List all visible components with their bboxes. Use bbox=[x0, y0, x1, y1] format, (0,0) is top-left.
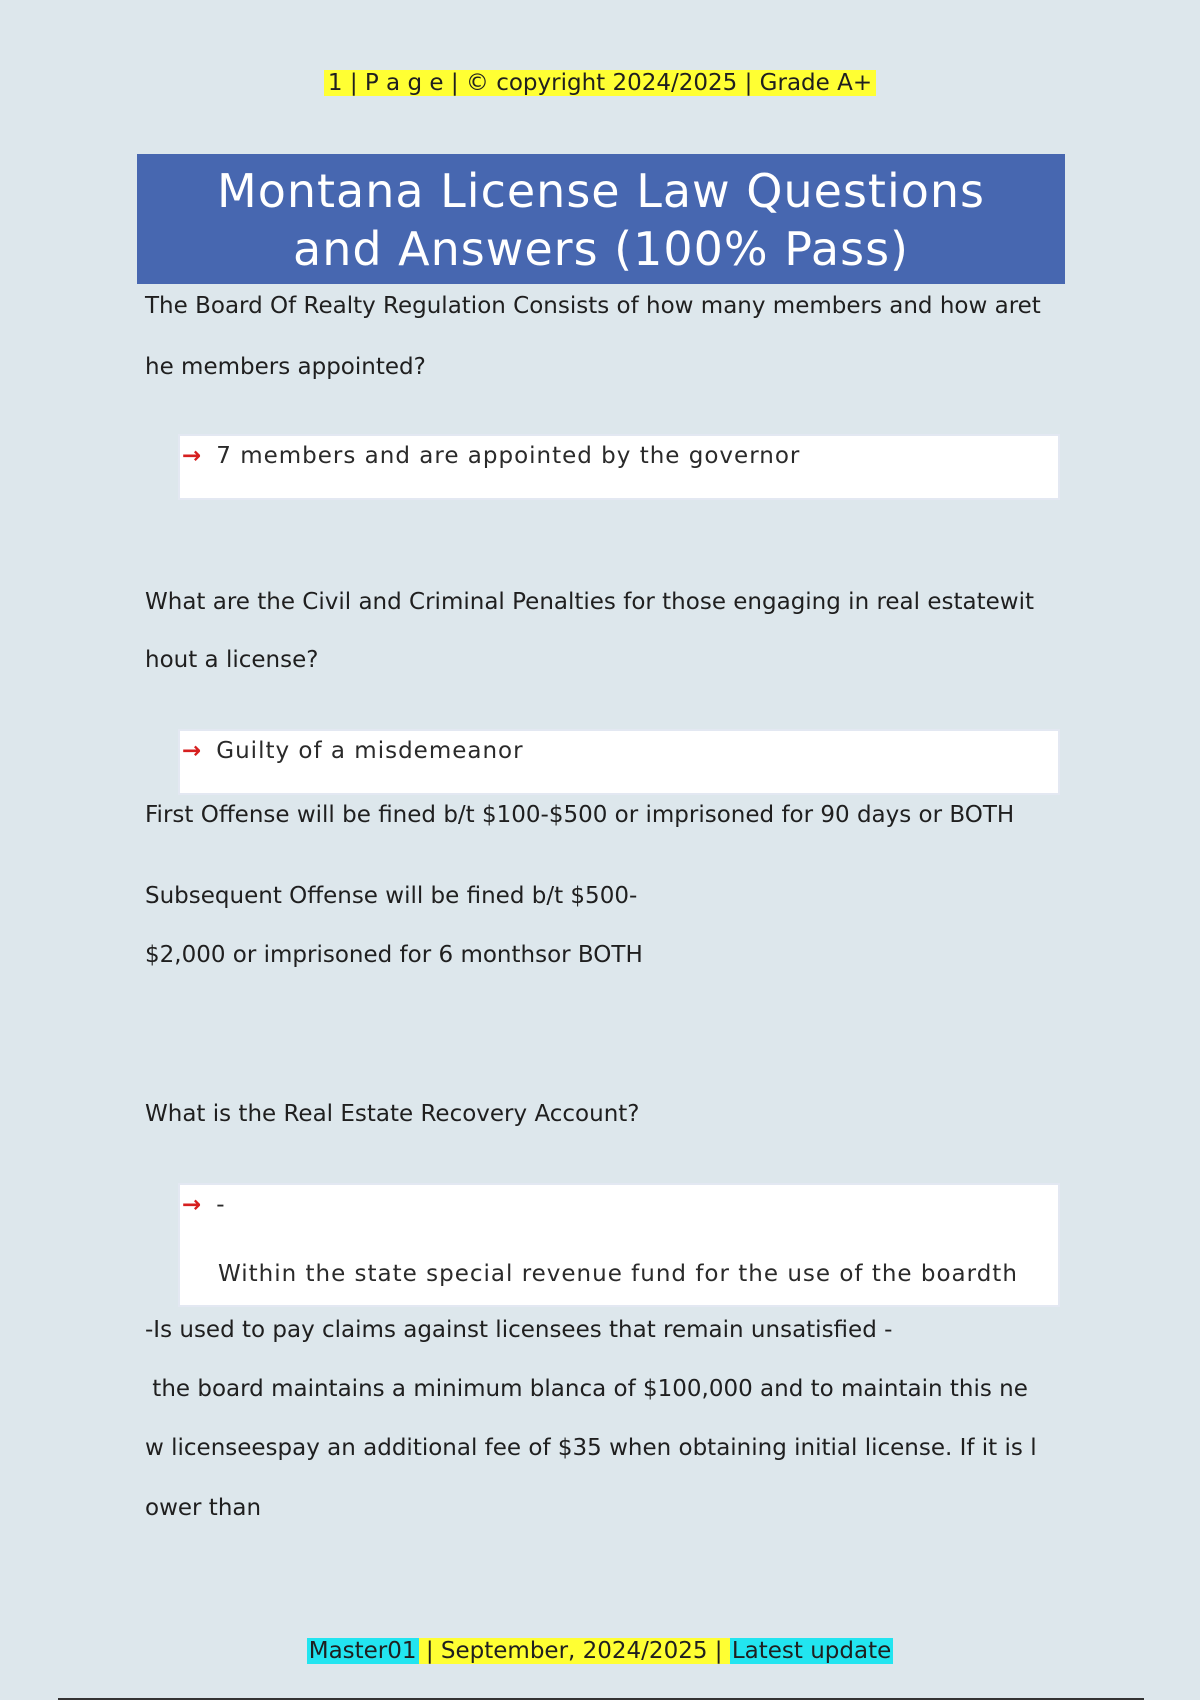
page-footer bbox=[0, 1636, 1200, 1666]
answer-2-text: Guilty of a misdemeanor bbox=[216, 738, 524, 764]
page-header bbox=[0, 68, 1200, 98]
title-line-2: and Answers (100% Pass) bbox=[293, 222, 909, 276]
red-arrow-icon: → bbox=[182, 443, 203, 469]
answer-3-detail-4: ower than bbox=[145, 1495, 262, 1521]
red-arrow-icon: → bbox=[182, 738, 203, 764]
answer-3-detail-3: w licenseespay an additional fee of $35 when obtaining initial license. If it is l bbox=[145, 1435, 1037, 1461]
answer-3-dash: - bbox=[216, 1192, 226, 1218]
document-title bbox=[137, 154, 1065, 284]
question-1-line-2: he members appointed? bbox=[145, 354, 426, 380]
answer-3-detail-2: the board maintains a minimum blanca of $100,000 and to maintain this ne bbox=[145, 1376, 1028, 1402]
answer-1-text: 7 members and are appointed by the governor bbox=[216, 443, 801, 469]
answer-3-box bbox=[178, 1183, 1060, 1307]
question-3: What is the Real Estate Recovery Account? bbox=[145, 1101, 640, 1127]
question-1-line-1: The Board Of Realty Regulation Consists of how many members and how aret bbox=[145, 293, 1041, 319]
footer-date: | September, 2024/2025 | bbox=[418, 1638, 730, 1664]
red-arrow-icon: → bbox=[182, 1192, 203, 1218]
page-header-text: 1 | P a g e | © copyright 2024/2025 | Grade A+ bbox=[324, 70, 876, 96]
question-2-line-1: What are the Civil and Criminal Penalties for those engaging in real estatewit bbox=[145, 589, 1034, 615]
question-2-line-2: hout a license? bbox=[145, 647, 319, 673]
footer-status: Latest update bbox=[731, 1638, 892, 1664]
answer-2-detail-3: $2,000 or imprisoned for 6 monthsor BOTH bbox=[145, 942, 643, 968]
title-line-1: Montana License Law Questions bbox=[217, 164, 985, 218]
answer-2-detail-2: Subsequent Offense will be fined b/t $500- bbox=[145, 883, 638, 909]
answer-2-box bbox=[178, 729, 1060, 795]
answer-3-text: Within the state special revenue fund for the use of the boardth bbox=[218, 1261, 1018, 1287]
footer-author: Master01 bbox=[308, 1638, 417, 1664]
answer-2-detail-1: First Offense will be fined b/t $100-$500 or imprisoned for 90 days or BOTH bbox=[145, 802, 1015, 828]
answer-3-detail-1: -Is used to pay claims against licensees that remain unsatisfied - bbox=[145, 1317, 893, 1343]
answer-1-box bbox=[178, 434, 1060, 500]
